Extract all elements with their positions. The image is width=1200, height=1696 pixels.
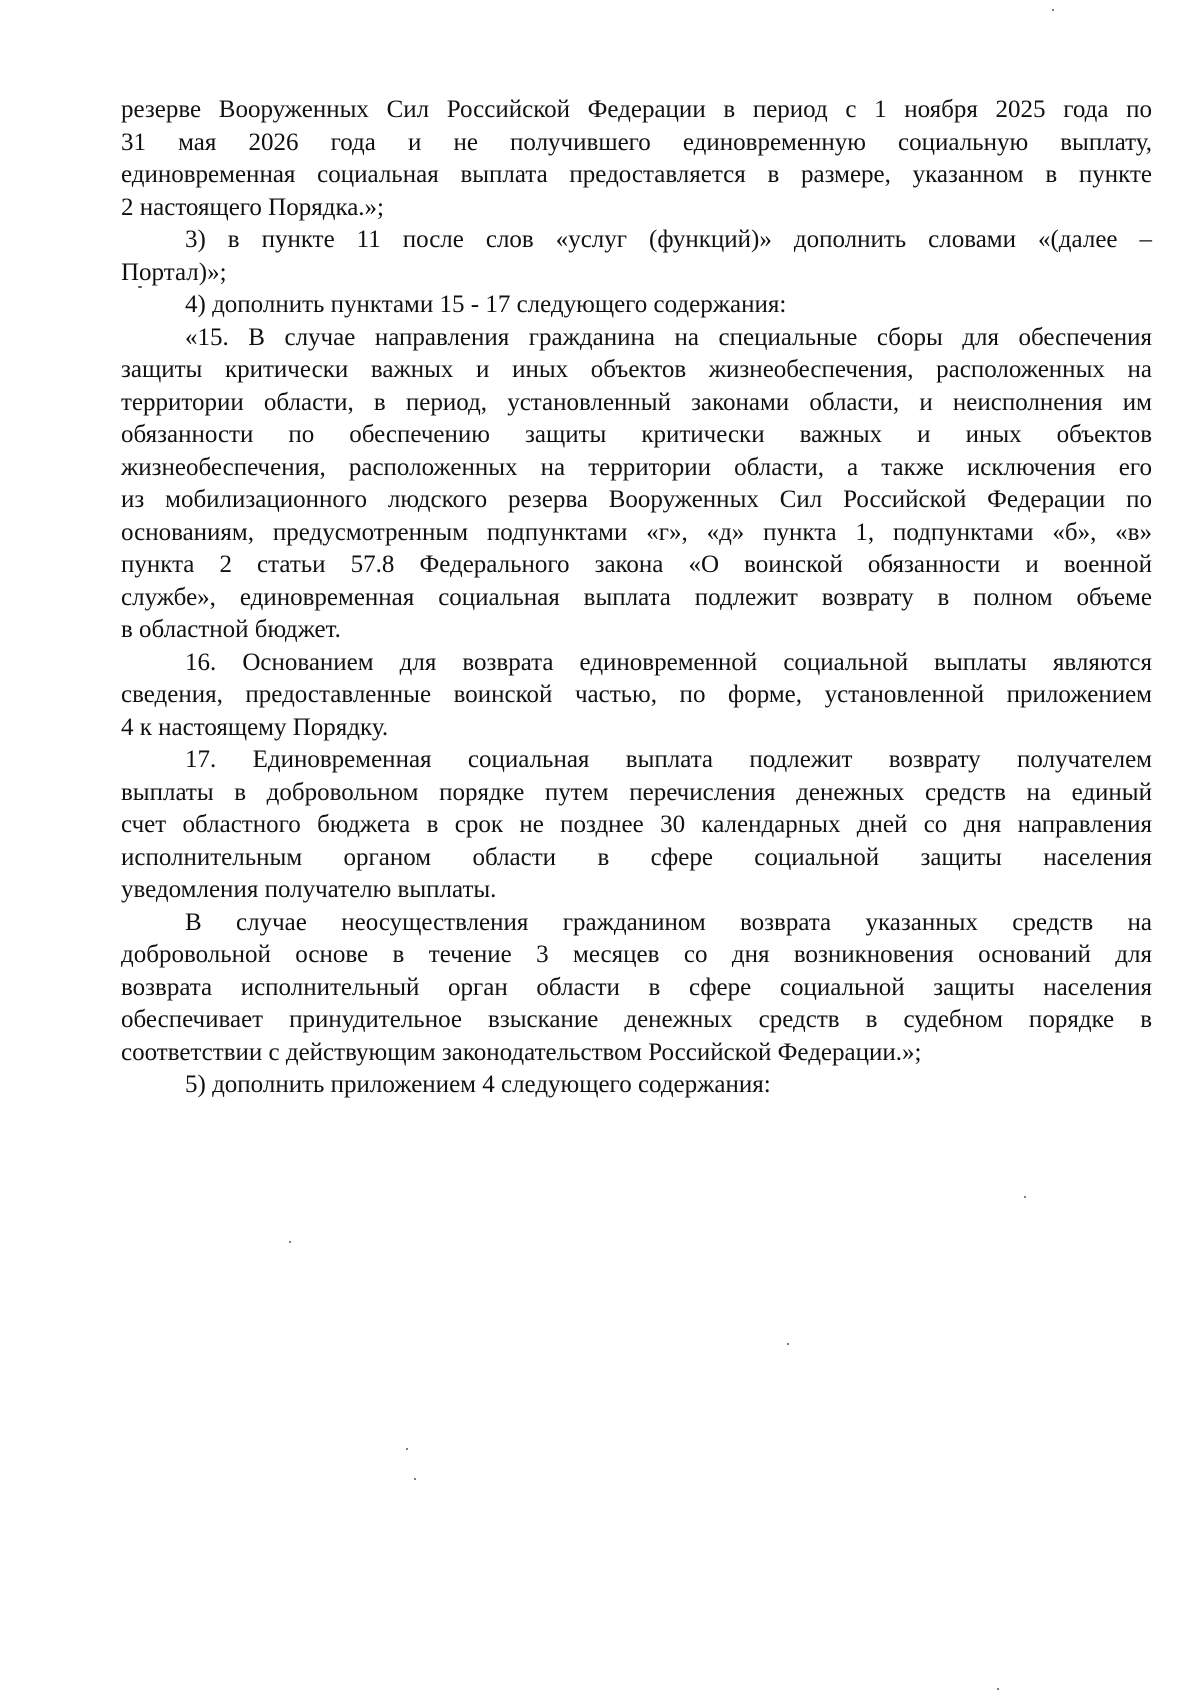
scan-speck — [1052, 9, 1054, 11]
text-line: возврата исполнительный орган области в сфере социальной защиты населения — [121, 973, 1152, 1001]
text-line: 4 к настоящему Порядку. — [121, 713, 389, 741]
text-line: 5) дополнить приложением 4 следующего содержания: — [185, 1071, 771, 1098]
text-line: соответствии с действующим законодательством Российской Федерации.»; — [121, 1038, 922, 1066]
text-line: выплаты в добровольном порядке путем перечисления денежных средств на единый — [121, 778, 1152, 806]
document-body — [121, 94, 1152, 1102]
text-line: 31 мая 2026 года и не получившего единовременную социальную выплату, — [121, 128, 1152, 156]
text-line: исполнительным органом области в сфере социальной защиты населения — [121, 843, 1152, 871]
text-line: обеспечивает принудительное взыскание денежных средств в судебном порядке в — [121, 1006, 1152, 1033]
text-line: «15. В случае направления гражданина на специальные сборы для обеспечения — [185, 323, 1152, 351]
scan-speck — [414, 1478, 416, 1480]
text-line: сведения, предоставленные воинской частью, по форме, установленной приложением — [121, 681, 1152, 708]
scan-speck — [406, 1448, 408, 1450]
text-line: 17. Единовременная социальная выплата подлежит возврату получателем — [185, 746, 1152, 773]
scan-speck — [787, 1343, 789, 1345]
text-line: уведомления получателю выплаты. — [121, 876, 497, 903]
text-line: основаниям, предусмотренным подпунктами «г», «д» пункта 1, подпунктами «б», «в» — [121, 518, 1152, 546]
text-line: 3) в пункте 11 после слов «услуг (функций)» дополнить словами «(далее – — [185, 226, 1152, 253]
text-line: резерве Вооруженных Сил Российской Федерации в период с 1 ноября 2025 года по — [121, 96, 1152, 123]
text-line: в областной бюджет. — [121, 616, 341, 643]
scan-speck — [1024, 1196, 1026, 1198]
text-line: счет областного бюджета в срок не позднее 30 календарных дней со дня направления — [121, 811, 1152, 838]
text-line: жизнеобеспечения, расположенных на территории области, а также исключения его — [121, 453, 1152, 481]
text-line: пункта 2 статьи 57.8 Федерального закона «О воинской обязанности и военной — [121, 551, 1152, 578]
text-line: обязанности по обеспечению защиты критически важных и иных объектов — [121, 421, 1152, 448]
text-line: из мобилизационного людского резерва Вооруженных Сил Российской Федерации по — [121, 486, 1152, 513]
text-line: Портал)»; — [121, 258, 227, 286]
scan-speck — [997, 1688, 999, 1690]
text-line: защиты критически важных и иных объектов жизнеобеспечения, расположенных на — [121, 356, 1152, 383]
text-line: территории области, в период, установленный законами области, и неисполнения им — [121, 388, 1152, 416]
text-line: службе», единовременная социальная выплата подлежит возврату в полном объеме — [121, 583, 1152, 611]
text-line: 16. Основанием для возврата единовременной социальной выплаты являются — [185, 648, 1152, 676]
scan-speck — [138, 286, 142, 288]
scan-speck — [289, 1241, 291, 1243]
text-line: добровольной основе в течение 3 месяцев со дня возникновения оснований для — [121, 941, 1152, 968]
text-line: 2 настоящего Порядка.»; — [121, 193, 385, 221]
text-line: 4) дополнить пунктами 15 - 17 следующего содержания: — [185, 291, 787, 318]
text-line: единовременная социальная выплата предоставляется в размере, указанном в пункте — [121, 161, 1152, 188]
text-line: В случае неосуществления гражданином возврата указанных средств на — [185, 908, 1152, 936]
